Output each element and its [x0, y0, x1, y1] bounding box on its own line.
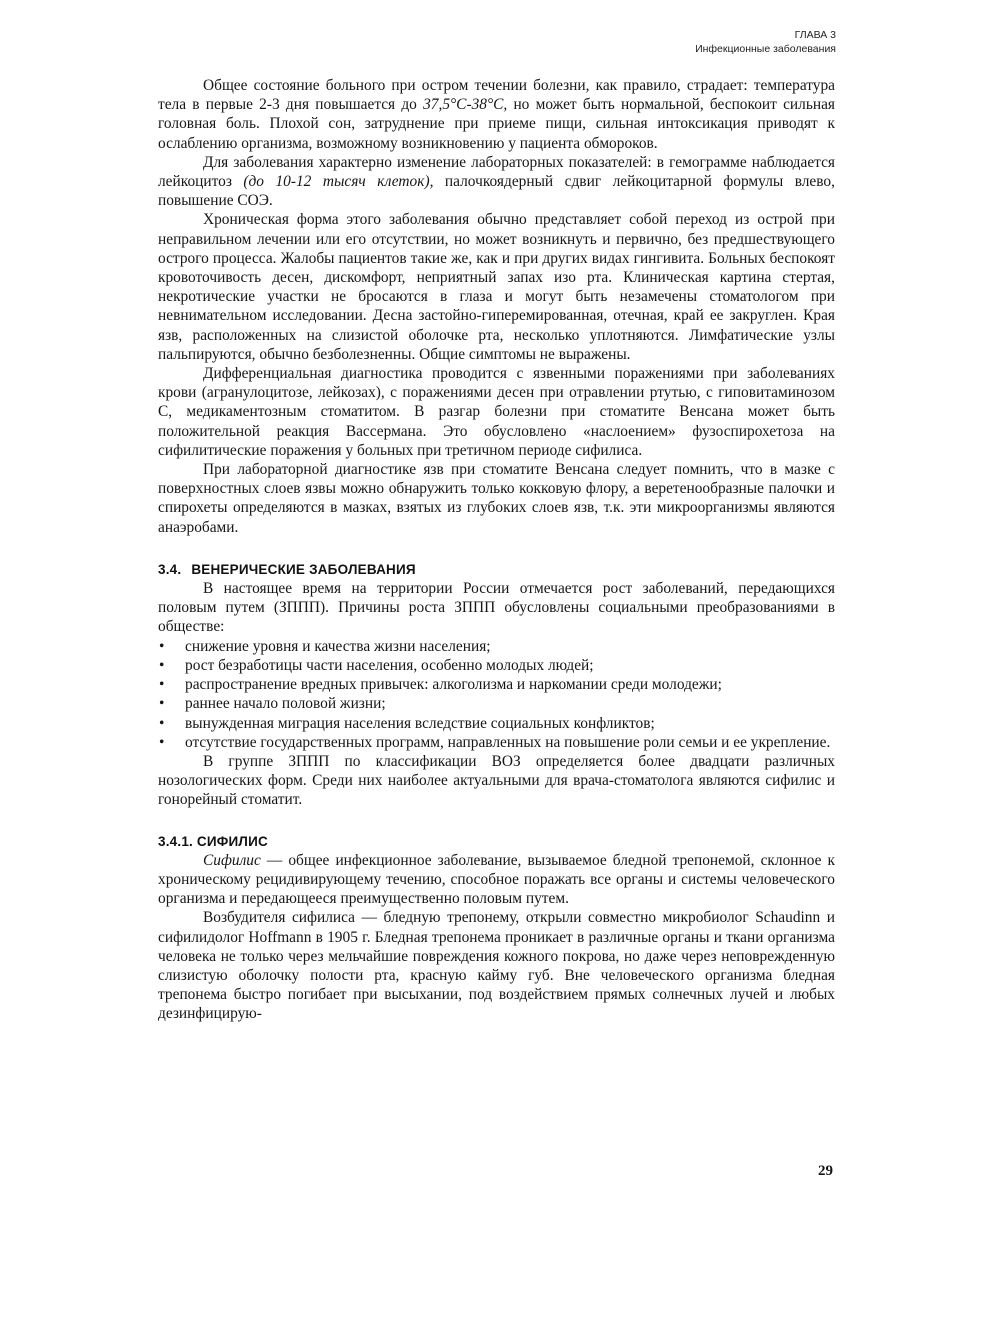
paragraph-lab-findings: Для заболевания характерно изменение лабораторных показателей: в гемограмме наблюдается лейкоцитоз (до 10-12 тысяч клеток), палочкоядерный сдвиг лейкоцитарной формулы влево, повышение СОЭ.: [158, 153, 835, 210]
paragraph-syphilis-definition: Сифилис — общее инфекционное заболевание, вызываемое бледной трепонемой, склонное к хроническому рецидивирующему течению, способное поражать все органы и системы человеческого организма и передающееся преимущественно половым путем.: [158, 851, 835, 908]
paragraph-pathogen: Возбудителя сифилиса — бледную трепонему, открыли совместно микробиолог Schaudinn и сифилидолог Hoffmann в 1905 г. Бледная трепонема проникает в различные органы и ткани организма человека не только через мельчайшие повреждения кожного покрова, но даже через неповрежденную слизистую оболочку полости рта, красную кайму губ. Вне человеческого организма бледная трепонема быстро погибает при высыхании, под воздействием прямых солнечных лучей и любых дезинфицирую-: [158, 909, 835, 1023]
list-item: • раннее начало половой жизни;: [159, 695, 386, 713]
bullet-icon: •: [159, 676, 165, 694]
section-title: ВЕНЕРИЧЕСКИЕ ЗАБОЛЕВАНИЯ: [191, 561, 416, 577]
chapter-label: ГЛАВА 3: [794, 29, 836, 41]
list-item: • снижение уровня и качества жизни населения;: [159, 637, 491, 655]
section-number: 3.4.: [158, 561, 182, 577]
list-item: • отсутствие государственных программ, направленных на повышение роли семьи и ее укрепление.: [159, 733, 831, 751]
social-causes-list: [158, 637, 835, 752]
running-header: [695, 28, 836, 56]
paragraph-differential-diagnosis: Дифференциальная диагностика проводится с язвенными поражениями при заболеваниях крови (агранулоцитозе, лейкозах), с поражениями десен при отравлении ртутью, с гиповитаминозом С, медикаментозным стоматитом. В разгар болезни при стоматите Венсана может быть положительной реакция Вассермана. Это обусловлено «наслоением» фузоспирохетоза на сифилитические поражения у больных при третичном периоде сифилиса.: [158, 365, 835, 459]
paragraph-std-intro: В настоящее время на территории России отмечается рост заболеваний, передающихся половым путем (ЗППП). Причины роста ЗППП обусловлены социальными преобразованиями в обществе:: [158, 580, 835, 636]
list-item: • вынужденная миграция населения вследствие социальных конфликтов;: [159, 714, 655, 732]
bullet-icon: •: [159, 637, 165, 655]
paragraph-lab-diagnosis: При лабораторной диагностике язв при стоматите Венсана следует помнить, что в мазке с поверхностных слоев язвы можно обнаружить только кокковую флору, а веретенообразные палочки и спирохеты определяются в мазках, взятых из глубоких слоев язв, т.к. эти микроорганизмы являются анаэробами.: [158, 461, 835, 536]
list-item: • распространение вредных привычек: алкоголизма и наркомании среди молодежи;: [159, 676, 722, 694]
section-heading-venereal: [158, 560, 835, 579]
chapter-subtitle: Инфекционные заболевания: [695, 43, 836, 55]
list-item: • рост безработицы части населения, особенно молодых людей;: [159, 656, 594, 674]
paragraph-who-classification: В группе ЗППП по классификации ВОЗ определяется более двадцати различных нозологических форм. Среди них наиболее актуальными для врача-стоматолога являются сифилис и гонорейный стоматит.: [158, 752, 835, 809]
subsection-heading-syphilis: 3.4.1. СИФИЛИС: [158, 833, 268, 849]
page-number: 29: [818, 1163, 833, 1179]
leukocyte-emphasis: (до 10-12 тысяч клеток),: [243, 173, 434, 191]
paragraph-acute-state: Общее состояние больного при остром течении болезни, как правило, страдает: температура тела в первые 2-3 дня повышается до 37,5°С-38°С, но может быть нормальной, беспокоит сильная головная боль. Плохой сон, затруднение при приеме пищи, сильная интоксикация приводят к ослаблению организма, возможному возникновению у пациента обмороков.: [158, 77, 835, 152]
bullet-icon: •: [159, 714, 165, 732]
page-body: [158, 76, 835, 1024]
bullet-icon: •: [159, 656, 165, 674]
paragraph-chronic-form: Хроническая форма этого заболевания обычно представляет собой переход из острой при неправильном лечении или его отсутствии, но может возникнуть и первично, без предшествующего острого процесса. Жалобы пациентов такие же, как и при других видах гингивита. Больных беспокоят кровоточивость десен, дискомфорт, неприятный запах изо рта. Клиническая картина стертая, некротические участки не бросаются в глаза и могут быть незамечены стоматологом при невнимательном исследовании. Десна застойно-гиперемированная, отечная, край ее закруглен. Края язв, расположенных на слизистой оболочке рта, несколько уплотняются. Лимфатические узлы пальпируются, обычно безболезненны. Общие симптомы не выражены.: [158, 211, 835, 363]
bullet-icon: •: [159, 695, 165, 713]
temperature-emphasis: 37,5°С-38°С,: [423, 96, 508, 114]
bullet-icon: •: [159, 733, 165, 751]
term-emphasis: Сифилис: [203, 851, 261, 869]
